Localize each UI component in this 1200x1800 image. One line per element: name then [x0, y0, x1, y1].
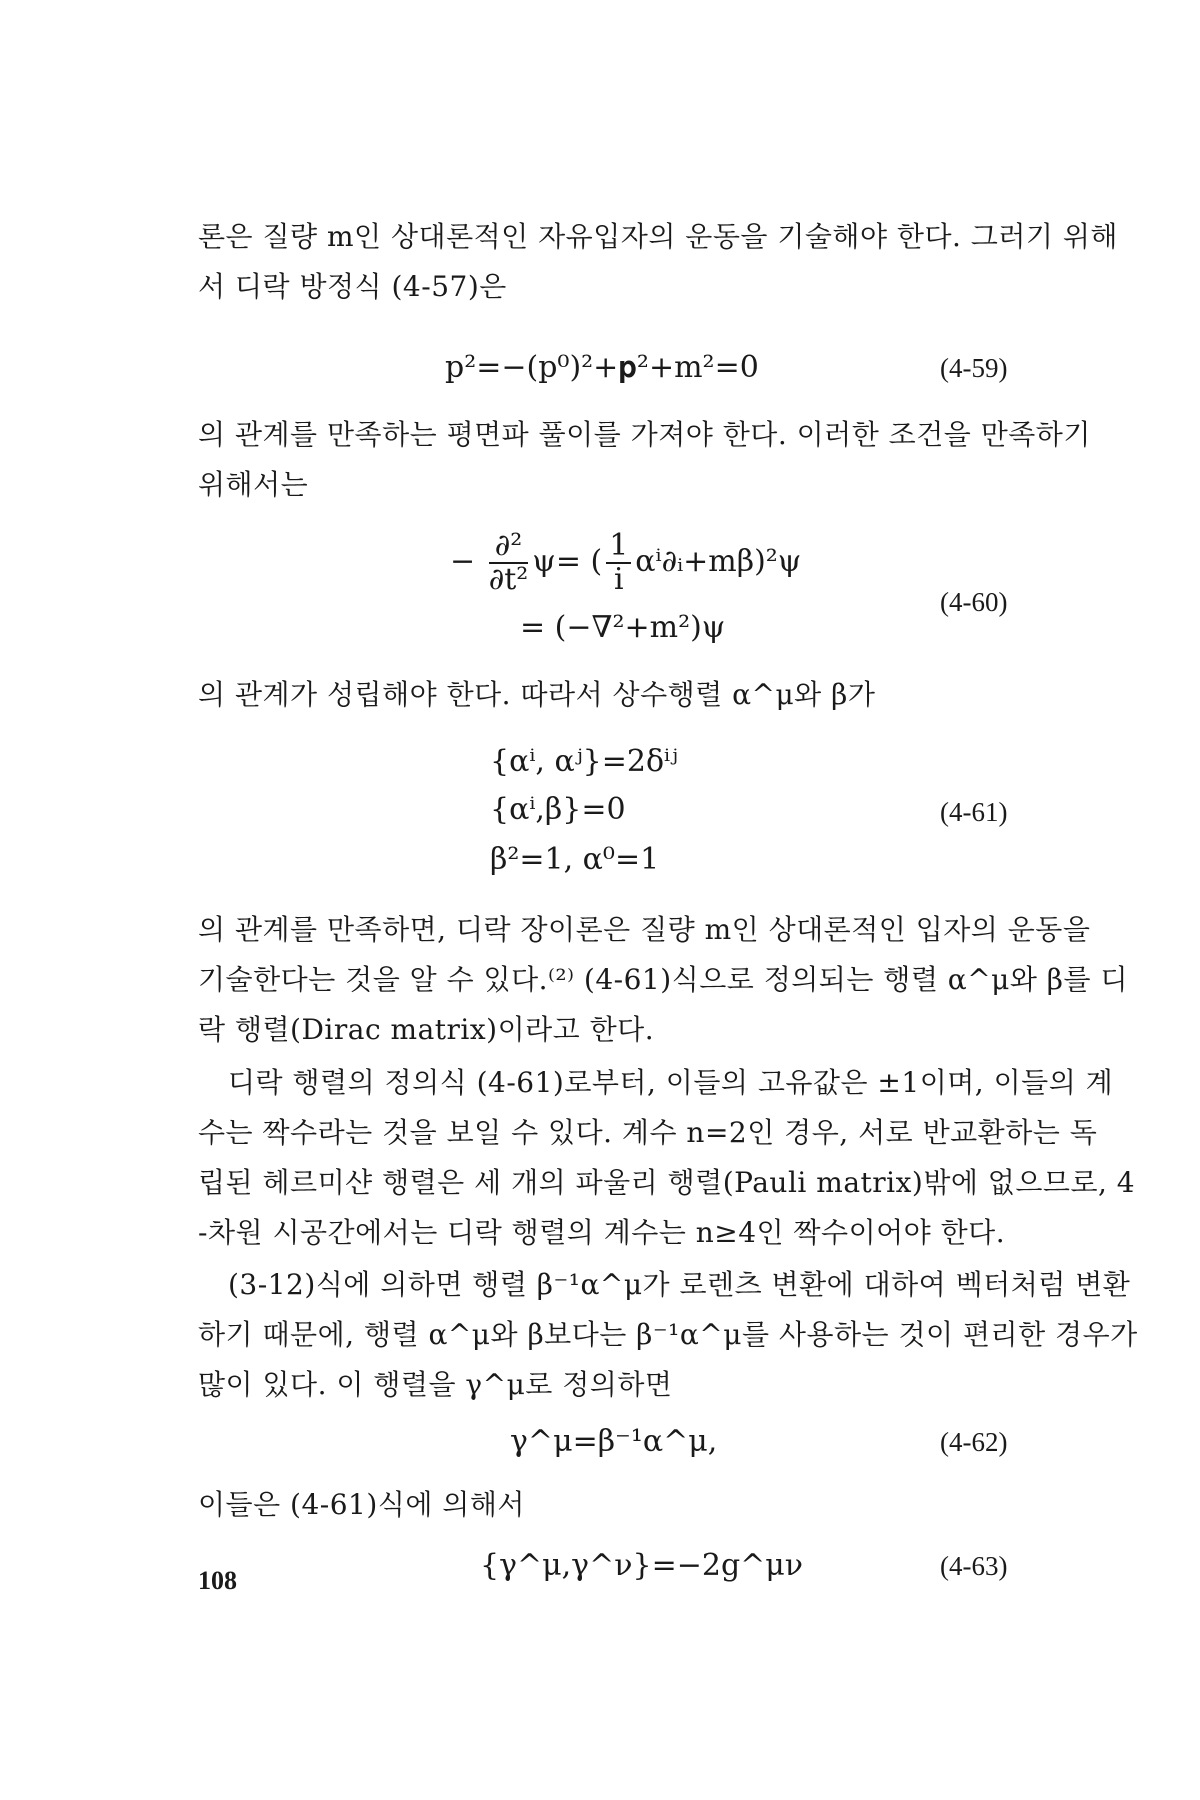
equation-4-61-line-1: {αⁱ, αʲ}=2δⁱʲ [490, 744, 678, 779]
equation-4-61-line-3: β²=1, α⁰=1 [490, 842, 660, 877]
paragraph-2-line-1: 의 관계를 만족하는 평면파 풀이를 가져야 한다. 이러한 조건을 만족하기 [198, 418, 1091, 451]
paragraph-4-line-1: 의 관계를 만족하면, 디락 장이론은 질량 m인 상대론적인 입자의 운동을 [198, 913, 1091, 946]
equation-number-4-59: (4-59) [940, 353, 1008, 383]
paragraph-5-line-3: 립된 헤르미샨 행렬은 세 개의 파울리 행렬(Pauli matrix)밖에 없으므로, 4 [198, 1166, 1136, 1199]
equation-4-62: γ^μ=β⁻¹α^μ, [510, 1424, 718, 1459]
equation-4-61-line-2: {αⁱ,β}=0 [490, 792, 626, 827]
paragraph-5-line-1: 디락 행렬의 정의식 (4-61)로부터, 이들의 고유값은 ±1이며, 이들의 계 [228, 1066, 1114, 1099]
page-number: 108 [198, 1566, 237, 1595]
equation-4-59: p²=−(p⁰)²+𝐩²+m²=0 [445, 350, 759, 385]
equation-number-4-61: (4-61) [940, 797, 1008, 827]
paragraph-4-line-3: 락 행렬(Dirac matrix)이라고 한다. [198, 1013, 655, 1046]
equation-4-60-line-1: − $\frac{\text{∂²}}{\text{∂t²}}$ ψ= ( $\frac{1}{i}$ αⁱ∂ᵢ+mβ)²ψ [450, 528, 802, 597]
equation-4-60-line-2: = (−∇²+m²)ψ [520, 610, 726, 645]
paragraph-1-line-1: 론은 질량 m인 상대론적인 자유입자의 운동을 기술해야 한다. 그러기 위해 [198, 220, 1118, 253]
partial-derivative-fraction: $\frac{\text{∂²}}{\text{∂t²}}$ [488, 528, 529, 597]
one-over-i-fraction: $\frac{1}{i}$ [606, 530, 631, 596]
paragraph-3-line-1: 의 관계가 성립해야 한다. 따라서 상수행렬 α^μ와 β가 [198, 678, 876, 711]
paragraph-5-line-2: 수는 짝수라는 것을 보일 수 있다. 계수 n=2인 경우, 서로 반교환하는 독 [198, 1116, 1098, 1149]
equation-number-4-63: (4-63) [940, 1551, 1008, 1581]
equation-number-4-62: (4-62) [940, 1427, 1008, 1457]
equation-number-4-60: (4-60) [940, 587, 1008, 617]
paragraph-2-line-2: 위해서는 [198, 468, 309, 501]
paragraph-7-line-1: 이들은 (4-61)식에 의해서 [198, 1488, 525, 1521]
paragraph-4-line-2: 기술한다는 것을 알 수 있다.⁽²⁾ (4-61)식으로 정의되는 행렬 α^μ와 β를 디 [198, 963, 1128, 996]
paragraph-1-line-2: 서 디락 방정식 (4-57)은 [198, 270, 507, 303]
paragraph-6-line-2: 하기 때문에, 행렬 α^μ와 β보다는 β⁻¹α^μ를 사용하는 것이 편리한 경우가 [198, 1318, 1138, 1351]
paragraph-5-line-4: -차원 시공간에서는 디락 행렬의 계수는 n≥4인 짝수이어야 한다. [198, 1216, 1006, 1249]
equation-4-63: {γ^μ,γ^ν}=−2g^μν [480, 1548, 804, 1583]
paragraph-6-line-1: (3-12)식에 의하면 행렬 β⁻¹α^μ가 로렌츠 변환에 대하여 벡터처럼 변환 [228, 1268, 1131, 1301]
paragraph-6-line-3: 많이 있다. 이 행렬을 γ^μ로 정의하면 [198, 1368, 673, 1401]
minus-sign: − [450, 544, 476, 579]
